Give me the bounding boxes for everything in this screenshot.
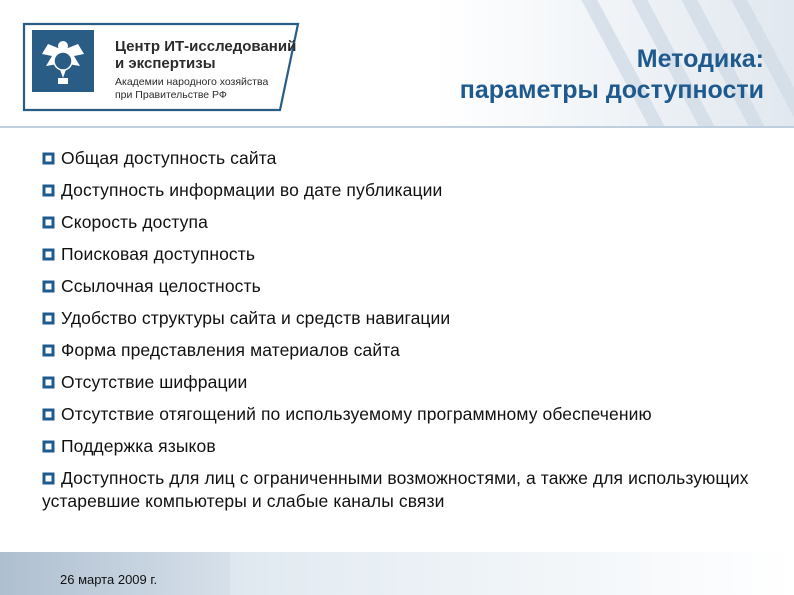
list-item-text: Форма представления материалов сайта: [61, 340, 400, 360]
list-item: [42, 307, 772, 330]
eagle-emblem-icon: [28, 26, 98, 96]
list-item: [42, 339, 772, 362]
logo-subtitle-line1: Академии народного хозяйства: [115, 76, 269, 88]
checkbox-bullet-icon: [42, 376, 55, 389]
list-item-text: Отсутствие шифрации: [61, 372, 248, 392]
checkbox-bullet-icon: [42, 408, 55, 421]
list-item-text: Поддержка языков: [61, 436, 216, 456]
list-item: [42, 435, 772, 458]
list-item: [42, 179, 772, 202]
checkbox-bullet-icon: [42, 280, 55, 293]
list-item-text: Скорость доступа: [61, 212, 208, 232]
list-item-text: Удобство структуры сайта и средств навигации: [61, 308, 451, 328]
list-item-text: Доступность для лиц с ограниченными возможностями, а также для использующих устаревшие компьютеры и слабые каналы связи: [42, 468, 749, 511]
list-item-text: Поисковая доступность: [61, 244, 256, 264]
slide-title-line1: Методика:: [636, 45, 764, 73]
checkbox-bullet-icon: [42, 472, 55, 485]
slide-title-line2: параметры доступности: [459, 76, 764, 104]
checkbox-bullet-icon: [42, 344, 55, 357]
list-item: [42, 403, 772, 426]
list-item: [42, 243, 772, 266]
checkbox-bullet-icon: [42, 440, 55, 453]
list-item-text: Ссылочная целостность: [61, 276, 261, 296]
header-divider: [0, 126, 794, 128]
logo-subtitle-line2: при Правительстве РФ: [115, 89, 227, 101]
organization-logo: [22, 18, 302, 116]
logo-title-line2: и экспертизы: [115, 55, 216, 72]
checkbox-bullet-icon: [42, 152, 55, 165]
list-item: [42, 371, 772, 394]
slide-header: [0, 0, 794, 128]
list-item-text: Отсутствие отягощений по используемому программному обеспечению: [61, 404, 652, 424]
list-item: [42, 211, 772, 234]
slide-footer: [0, 552, 794, 595]
checkbox-bullet-icon: [42, 184, 55, 197]
list-item: [42, 275, 772, 298]
list-item-text: Общая доступность сайта: [61, 148, 277, 168]
footer-date: 26 марта 2009 г.: [60, 572, 158, 587]
checkbox-bullet-icon: [42, 248, 55, 261]
parameters-list: [42, 147, 772, 522]
list-item-text: Доступность информации во дате публикации: [61, 180, 443, 200]
list-item: [42, 147, 772, 170]
checkbox-bullet-icon: [42, 312, 55, 325]
checkbox-bullet-icon: [42, 216, 55, 229]
logo-title-line1: Центр ИТ-исследований: [115, 38, 297, 55]
list-item: [42, 467, 772, 513]
slide-title: [304, 44, 764, 106]
